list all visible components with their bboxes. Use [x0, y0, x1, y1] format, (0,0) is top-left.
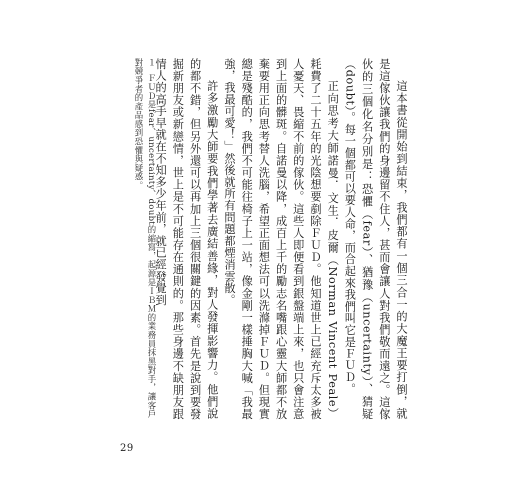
footnote — [124, 58, 158, 420]
page-number: 29 — [120, 443, 134, 454]
paragraph-3: 許多激勵大師要我們學著去廣結善緣，對人發揮影響力。他們說的都不錯，但另外還可以再加上三個很關鍵的因素。首先是說到要發掘新朋友或新戀情，世上是不可能存在通則的。那些身邊不缺朋友跟情人的高手早就在不知多少年前，就已經發覺到 — [154, 58, 219, 420]
paragraph-2: 正向思考大師諾曼．文生．皮爾（Norman Vincent Peale）耗費了二十五年的光陰想要剷除ＦＵＤ。他知道世上已經充斥太多被人憂天、畏縮不前的傢伙。這些人即便看到銀盤端上來，也只會注意到上面的髒斑。自諾曼以降，成百上千的勵志名嘴跟心靈大師都不放棄要用正向思考替人洗腦，希望正面想法可以洗滌掉ＦＵＤ。但現實總是殘酷的，我們不可能往椅子上一站，像金剛一樣捶胸大喊「我最強，我最可愛！」然後就所有問題都煙消雲散。 — [222, 58, 340, 420]
body-text — [154, 58, 410, 420]
footnote-marker: １ — [147, 58, 157, 67]
paragraph-1: 這本書從開始到結束，我們都有一個三合一的大魔王要打倒，就是這傢伙讓我們的身邊留不住人，甚而會讓人對我們敬而遠之。這傢伙的三個化名分別是：恐懼（fear）、猶豫（uncertainty）、猜疑（doubt）。每一個都可以要人命，而合起來我們叫它是ＦＵＤ。 — [343, 58, 408, 420]
footnote-text: ＦＵＤ是fear、uncertainty、doubt的縮寫，起源是ＩＢＭ的業務員抹黑對手，讓客戶對競爭者的產品感到恐懼與疑惑。 — [134, 58, 157, 419]
